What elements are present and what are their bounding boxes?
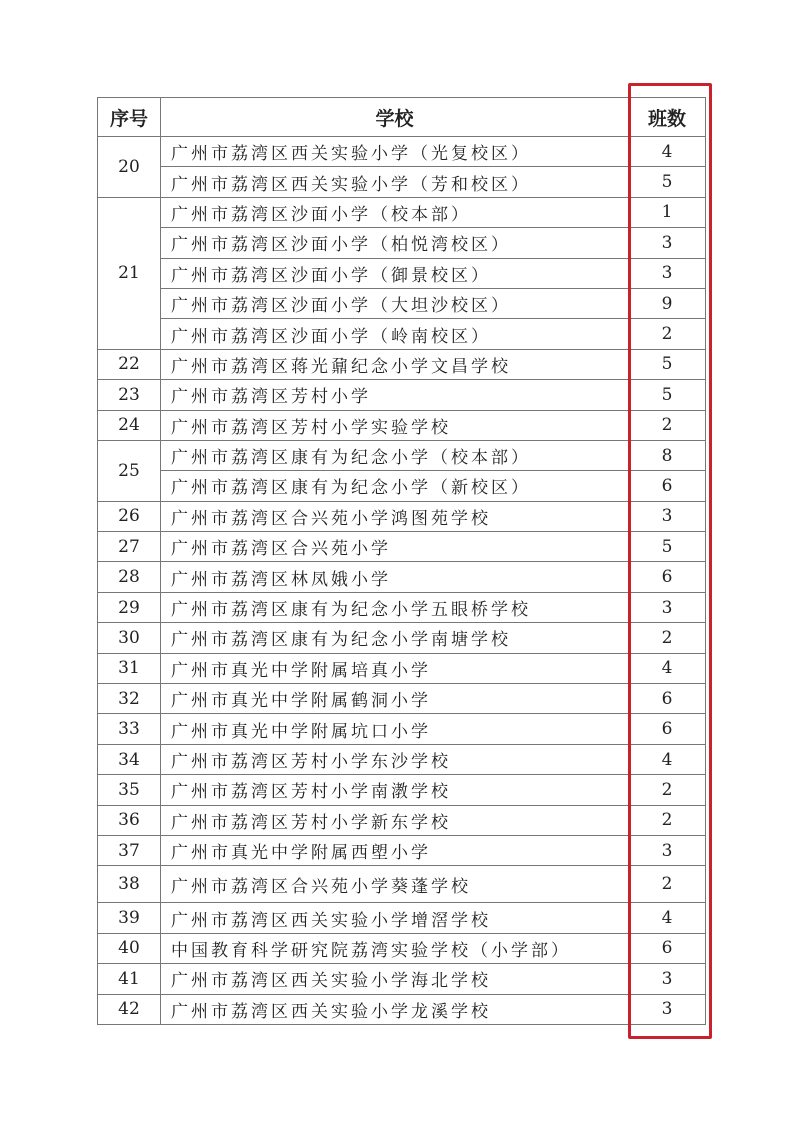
row-number: 28 (98, 562, 161, 592)
table-row (98, 623, 706, 653)
row-number: 29 (98, 592, 161, 622)
class-count: 6 (629, 562, 706, 592)
table-row (98, 380, 706, 410)
school-name: 广州市荔湾区沙面小学（御景校区） (161, 258, 629, 288)
school-name: 广州市荔湾区沙面小学（校本部） (161, 197, 629, 227)
class-count: 1 (629, 197, 706, 227)
table-row (98, 964, 706, 994)
class-count: 6 (629, 471, 706, 501)
class-count: 6 (629, 684, 706, 714)
school-name: 广州市荔湾区康有为纪念小学南塘学校 (161, 623, 629, 653)
school-name: 广州市荔湾区合兴苑小学葵蓬学校 (161, 866, 629, 903)
school-name: 广州市荔湾区芳村小学实验学校 (161, 410, 629, 440)
school-name: 广州市荔湾区西关实验小学龙溪学校 (161, 994, 629, 1024)
school-name: 广州市荔湾区康有为纪念小学（校本部） (161, 440, 629, 470)
table-row (98, 835, 706, 865)
class-count: 3 (629, 592, 706, 622)
row-number: 34 (98, 744, 161, 774)
table-row (98, 228, 706, 258)
class-count: 2 (629, 866, 706, 903)
school-name: 广州市荔湾区蒋光鼐纪念小学文昌学校 (161, 349, 629, 379)
school-name: 广州市真光中学附属培真小学 (161, 653, 629, 683)
row-number: 20 (98, 137, 161, 198)
school-name: 广州市荔湾区康有为纪念小学（新校区） (161, 471, 629, 501)
school-name: 广州市荔湾区西关实验小学增滘学校 (161, 903, 629, 933)
school-name: 广州市荔湾区西关实验小学海北学校 (161, 964, 629, 994)
table-row (98, 349, 706, 379)
table-row (98, 501, 706, 531)
school-name: 广州市真光中学附属坑口小学 (161, 714, 629, 744)
table-row (98, 167, 706, 197)
row-number: 35 (98, 775, 161, 805)
table-row (98, 532, 706, 562)
school-name: 广州市荔湾区林凤娥小学 (161, 562, 629, 592)
table-row (98, 775, 706, 805)
table-row (98, 288, 706, 318)
row-number: 25 (98, 440, 161, 501)
school-name: 广州市荔湾区芳村小学 (161, 380, 629, 410)
class-count: 8 (629, 440, 706, 470)
school-class-table (97, 97, 706, 1025)
class-count: 4 (629, 137, 706, 167)
school-name: 中国教育科学研究院荔湾实验学校（小学部） (161, 933, 629, 963)
row-number: 32 (98, 684, 161, 714)
table-row (98, 653, 706, 683)
school-name: 广州市荔湾区沙面小学（柏悦湾校区） (161, 228, 629, 258)
table-row (98, 933, 706, 963)
row-number: 24 (98, 410, 161, 440)
school-name: 广州市真光中学附属西塱小学 (161, 835, 629, 865)
row-number: 41 (98, 964, 161, 994)
class-count: 2 (629, 775, 706, 805)
header-row (98, 98, 706, 137)
school-name: 广州市荔湾区西关实验小学（芳和校区） (161, 167, 629, 197)
row-number: 23 (98, 380, 161, 410)
class-count: 5 (629, 380, 706, 410)
row-number: 37 (98, 835, 161, 865)
school-name: 广州市荔湾区合兴苑小学鸿图苑学校 (161, 501, 629, 531)
class-count: 3 (629, 994, 706, 1024)
table-row (98, 744, 706, 774)
table-row (98, 197, 706, 227)
class-count: 3 (629, 835, 706, 865)
row-number: 42 (98, 994, 161, 1024)
table-row (98, 994, 706, 1024)
table-row (98, 562, 706, 592)
school-name: 广州市荔湾区沙面小学（大坦沙校区） (161, 288, 629, 318)
class-count: 2 (629, 805, 706, 835)
class-count: 2 (629, 410, 706, 440)
header-school: 学校 (161, 98, 629, 137)
table-row (98, 866, 706, 903)
table-row (98, 319, 706, 349)
table-row (98, 714, 706, 744)
header-classes: 班数 (629, 98, 706, 137)
table-row (98, 471, 706, 501)
class-count: 3 (629, 228, 706, 258)
class-count: 3 (629, 964, 706, 994)
table-row (98, 440, 706, 470)
class-count: 2 (629, 319, 706, 349)
school-name: 广州市荔湾区芳村小学新东学校 (161, 805, 629, 835)
class-count: 6 (629, 933, 706, 963)
row-number: 30 (98, 623, 161, 653)
table-row (98, 805, 706, 835)
table-row (98, 137, 706, 167)
class-count: 3 (629, 258, 706, 288)
row-number: 33 (98, 714, 161, 744)
school-name: 广州市真光中学附属鹤洞小学 (161, 684, 629, 714)
school-name: 广州市荔湾区西关实验小学（光复校区） (161, 137, 629, 167)
row-number: 26 (98, 501, 161, 531)
class-count: 4 (629, 744, 706, 774)
row-number: 22 (98, 349, 161, 379)
row-number: 27 (98, 532, 161, 562)
school-name: 广州市荔湾区芳村小学南漖学校 (161, 775, 629, 805)
class-count: 5 (629, 532, 706, 562)
class-count: 4 (629, 903, 706, 933)
row-number: 21 (98, 197, 161, 349)
header-num: 序号 (98, 98, 161, 137)
class-count: 6 (629, 714, 706, 744)
row-number: 36 (98, 805, 161, 835)
school-name: 广州市荔湾区芳村小学东沙学校 (161, 744, 629, 774)
row-number: 39 (98, 903, 161, 933)
class-count: 5 (629, 349, 706, 379)
school-name: 广州市荔湾区合兴苑小学 (161, 532, 629, 562)
table-row (98, 903, 706, 933)
table-row (98, 592, 706, 622)
school-name: 广州市荔湾区康有为纪念小学五眼桥学校 (161, 592, 629, 622)
class-count: 9 (629, 288, 706, 318)
table-row (98, 684, 706, 714)
class-count: 4 (629, 653, 706, 683)
class-count: 5 (629, 167, 706, 197)
class-count: 3 (629, 501, 706, 531)
class-count: 2 (629, 623, 706, 653)
table-row (98, 410, 706, 440)
row-number: 40 (98, 933, 161, 963)
row-number: 38 (98, 866, 161, 903)
row-number: 31 (98, 653, 161, 683)
highlight-box-classes-column (628, 83, 712, 1039)
school-name: 广州市荔湾区沙面小学（岭南校区） (161, 319, 629, 349)
table-row (98, 258, 706, 288)
